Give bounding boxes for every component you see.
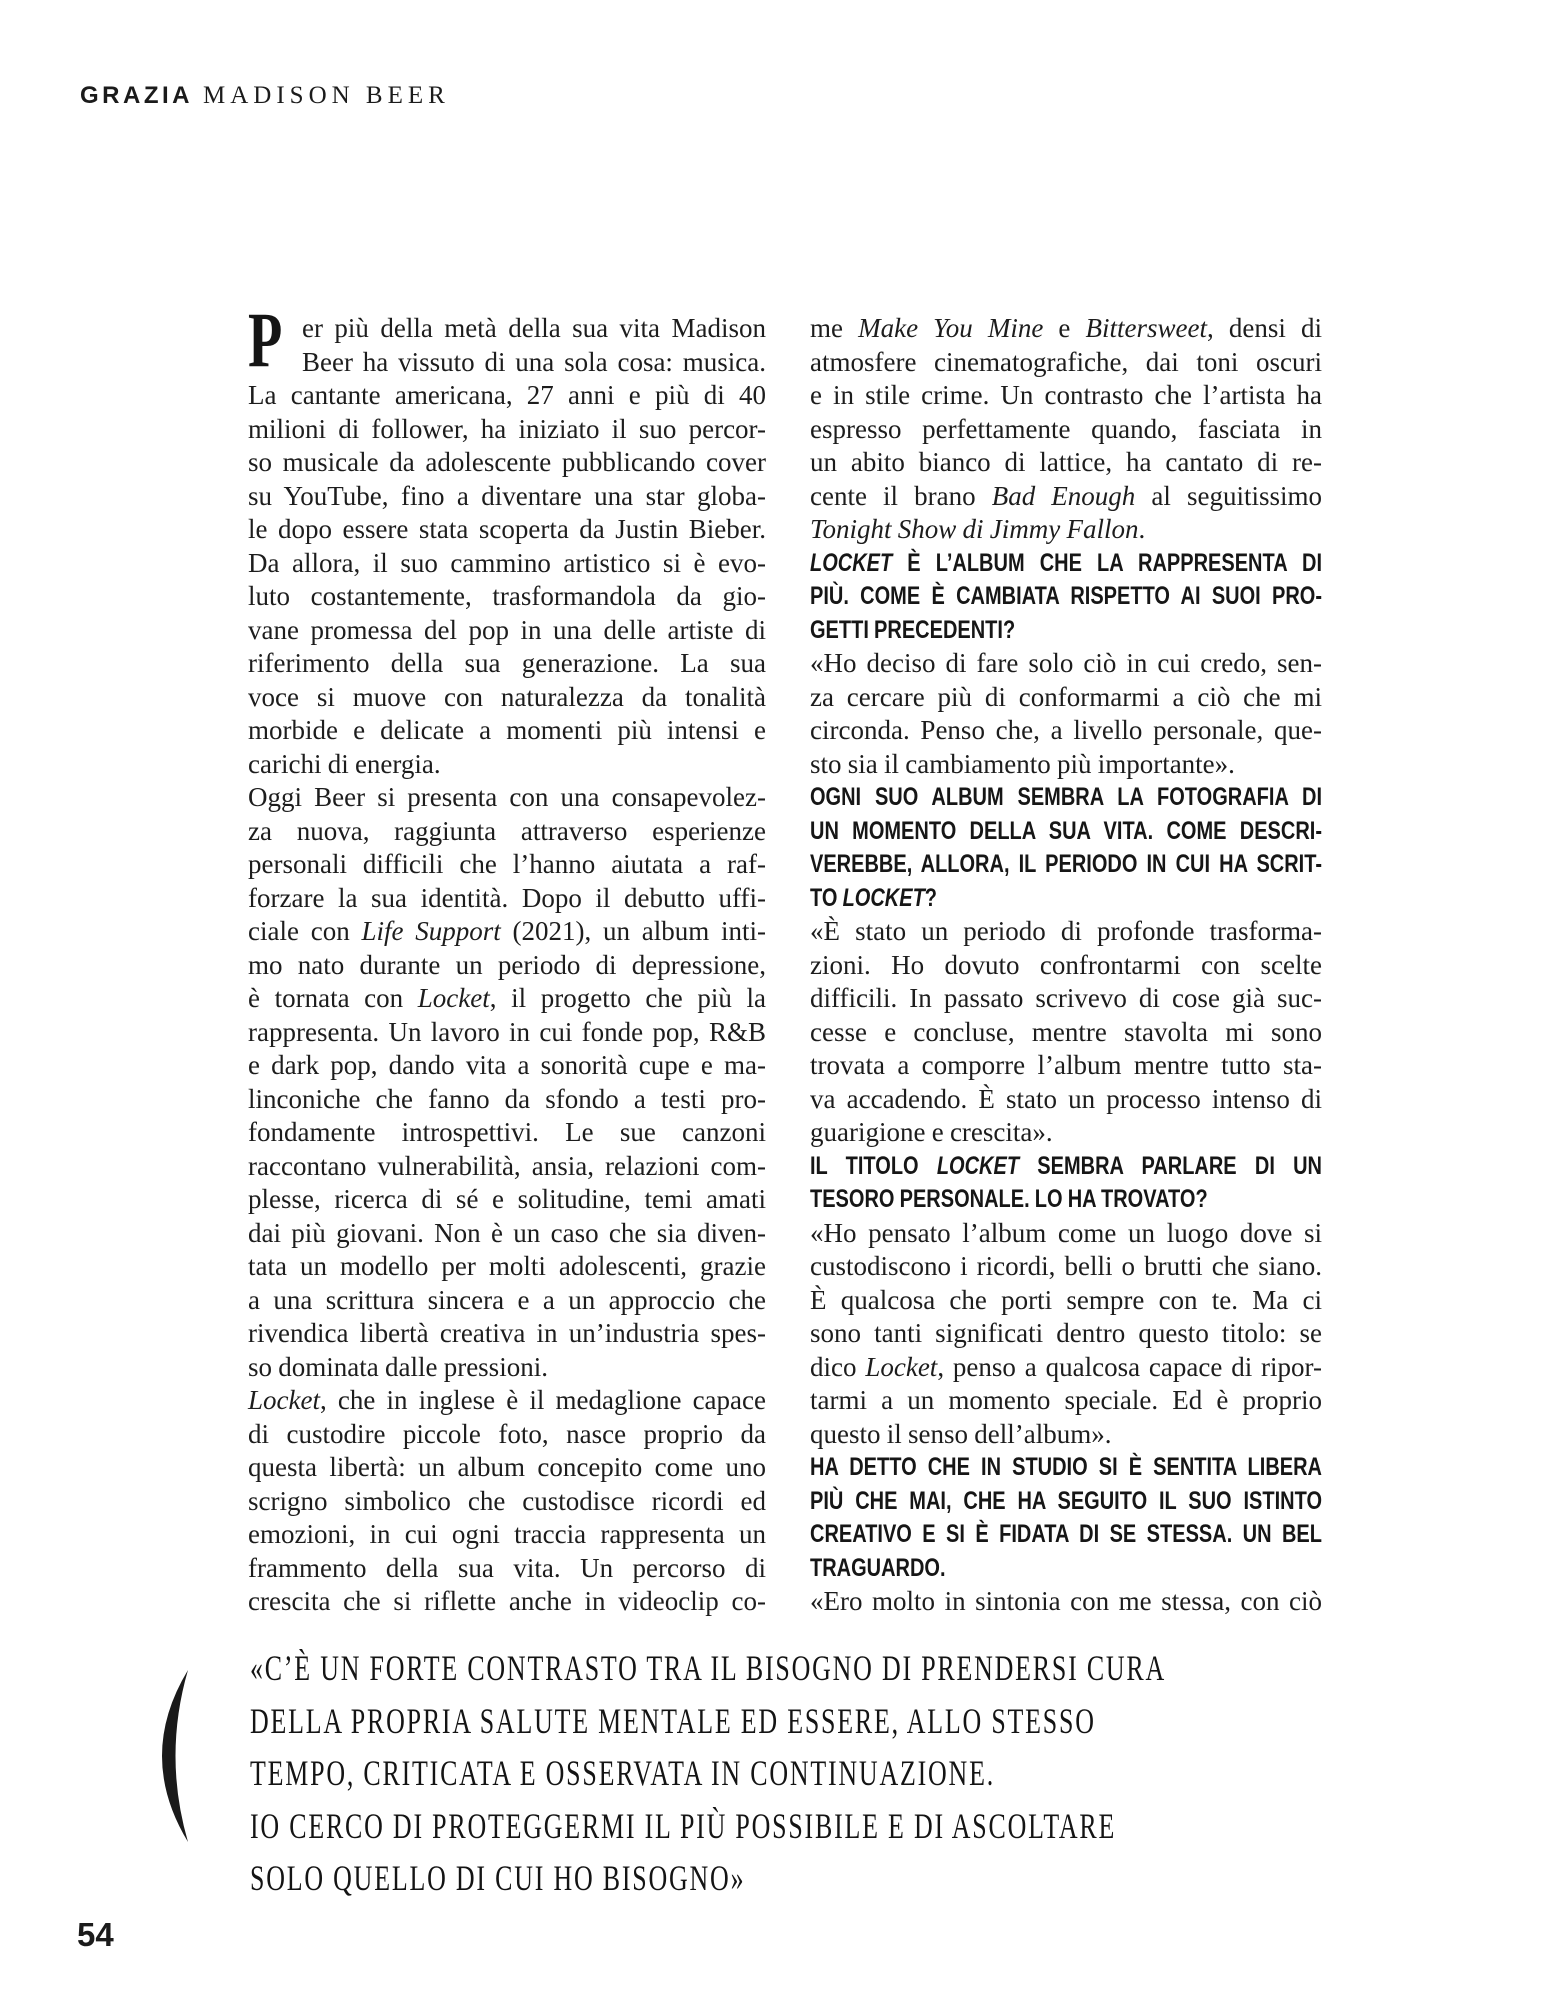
body-text-line: [248, 614, 766, 648]
italic-text-run: Locket: [248, 1385, 320, 1415]
text-run: custodiscono i ricordi, belli o brutti che siano.: [810, 1251, 1322, 1281]
body-text-line: [810, 1016, 1322, 1050]
text-run: riferimento della sua generazione. La sua: [248, 648, 766, 678]
body-text-line: [248, 748, 766, 782]
text-run: CREATIVO E SI È FIDATA DI SE STESSA. UN BEL: [810, 1520, 1322, 1548]
article-column-right: [810, 312, 1322, 1619]
body-text-line: [810, 446, 1322, 480]
text-run: «Ho deciso di fare solo ciò in cui credo, sen-: [810, 648, 1322, 678]
pull-quote-line: DELLA PROPRIA SALUTE MENTALE ED ESSERE, ALLO STESSO: [250, 1700, 1096, 1741]
text-run: HA DETTO CHE IN STUDIO SI È SENTITA LIBERA: [810, 1453, 1322, 1481]
italic-text-run: LOCKET: [936, 1151, 1020, 1180]
text-run: carichi di energia.: [248, 748, 441, 779]
body-text-line: [248, 1049, 766, 1083]
text-run: OGNI SUO ALBUM SEMBRA LA FOTOGRAFIA DI: [810, 783, 1322, 811]
interview-question-line: [810, 1485, 1322, 1519]
body-text-line: [810, 346, 1322, 380]
text-run: UN MOMENTO DELLA SUA VITA. COME DESCRI-: [810, 816, 1322, 845]
text-run: scrigno simbolico che custodisce ricordi ed: [248, 1485, 766, 1516]
body-text-line: [810, 312, 1322, 346]
body-text-line: [248, 681, 766, 715]
body-text-line: [248, 446, 766, 480]
body-text-line: [248, 312, 766, 346]
text-run: difficili. In passato scrivevo di cose già suc-: [810, 983, 1322, 1013]
text-run: va accadendo. È stato un processo intenso di: [810, 1083, 1322, 1114]
body-text-line: [810, 1083, 1322, 1117]
body-text-line: [248, 480, 766, 514]
text-run: «Ho pensato l’album come un luogo dove si: [810, 1217, 1322, 1248]
body-text-line: [810, 982, 1322, 1016]
body-text-line: [248, 1217, 766, 1251]
body-text-line: [248, 1284, 766, 1318]
text-run: TRAGUARDO.: [810, 1553, 946, 1582]
body-text-line: [248, 1116, 766, 1150]
text-run: personali difficili che l’hanno aiutata a raf-: [248, 849, 766, 879]
text-run: PIÙ. COME È CAMBIATA RISPETTO AI SUOI PRO-: [810, 582, 1322, 610]
text-run: espresso perfettamente quando, fasciata in: [810, 413, 1322, 444]
body-text-line: [248, 346, 766, 380]
text-run: (2021), un album inti-: [500, 916, 767, 946]
text-run: VEREBBE, ALLORA, IL PERIODO IN CUI HA SCRIT-: [810, 850, 1322, 878]
text-run: tarmi a un momento speciale. Ed è proprio: [810, 1385, 1322, 1415]
body-text-line: [810, 714, 1322, 748]
body-text-line: [248, 1418, 766, 1452]
text-run: questo il senso dell’album».: [810, 1418, 1112, 1449]
text-run: cesse e concluse, mentre stavolta mi sono: [810, 1016, 1322, 1047]
text-run: morbide e delicate a momenti più intensi e: [248, 715, 766, 745]
body-text-line: [248, 949, 766, 983]
text-run: .: [1138, 514, 1146, 544]
italic-text-run: Life Support: [361, 916, 501, 946]
text-run: È qualcosa che porti sempre con te. Ma ci: [810, 1284, 1322, 1315]
text-run: e dark pop, dando vita a sonorità cupe e ma-: [248, 1050, 766, 1080]
italic-text-run: Locket: [865, 1351, 938, 1382]
pull-quote-line: «C’È UN FORTE CONTRASTO TRA IL BISOGNO DI PRENDERSI CURA: [250, 1648, 1167, 1688]
interview-question-line: [810, 781, 1322, 815]
body-text-line: [248, 1351, 766, 1385]
text-run: plesse, ricerca di sé e solitudine, temi amati: [248, 1184, 766, 1214]
page-number: 54: [77, 1916, 114, 1953]
text-run: luto costantemente, trasformandola da gio-: [248, 581, 766, 611]
text-run: guarigione e crescita».: [810, 1117, 1053, 1147]
interview-question-line: [810, 614, 1322, 648]
text-run: ciale con: [248, 916, 362, 946]
body-text-line: [810, 681, 1322, 715]
text-run: è tornata con: [248, 983, 418, 1013]
italic-text-run: Bad Enough: [991, 480, 1136, 511]
text-run: , che in inglese è il medaglione capace: [319, 1385, 766, 1415]
body-text-line: [810, 1116, 1322, 1150]
italic-text-run: Bittersweet: [1085, 313, 1208, 343]
interview-question-line: [810, 1150, 1322, 1184]
text-run: IL TITOLO: [810, 1151, 937, 1180]
interview-question-line: [810, 1183, 1322, 1217]
body-text-line: [810, 413, 1322, 447]
text-run: za nuova, raggiunta attraverso esperienze: [248, 815, 766, 846]
text-run: linconiche che fanno da sfondo a testi pro-: [248, 1083, 766, 1114]
text-run: mo nato durante un periodo di depressione,: [248, 949, 766, 980]
text-run: atmosfere cinematografiche, dai toni oscuri: [810, 346, 1322, 377]
pull-quote-line: SOLO QUELLO DI CUI HO BISOGNO»: [250, 1858, 746, 1898]
text-run: sto sia il cambiamento più importante».: [810, 748, 1235, 779]
text-run: ?: [924, 883, 938, 912]
magazine-title: GRAZIA: [80, 82, 193, 109]
text-run: Oggi Beer si presenta con una consapevolez-: [248, 782, 766, 812]
text-run: TO: [810, 883, 843, 912]
text-run: rappresenta. Un lavoro in cui fonde pop, R&B: [248, 1016, 766, 1047]
text-run: so musicale da adolescente pubblicando cover: [248, 447, 766, 477]
article-column-left: [248, 312, 766, 1619]
body-text-line: [248, 1183, 766, 1217]
text-run: dico: [810, 1351, 866, 1382]
text-run: al seguitissimo: [1135, 480, 1322, 511]
text-run: dai più giovani. Non è un caso che sia diven-: [248, 1217, 766, 1248]
body-text-line: [810, 1585, 1322, 1619]
text-run: crescita che si riflette anche in videoclip co-: [248, 1586, 766, 1616]
text-run: «È stato un periodo di profonde trasforma-: [810, 916, 1322, 946]
body-text-line: [248, 547, 766, 581]
text-run: PIÙ CHE MAI, CHE HA SEGUITO IL SUO ISTINTO: [810, 1486, 1322, 1515]
text-run: circonda. Penso che, a livello personale, que-: [810, 715, 1322, 745]
interview-question-line: [810, 1451, 1322, 1485]
text-run: frammento della sua vita. Un percorso di: [248, 1552, 766, 1583]
text-run: me: [810, 313, 859, 343]
body-text-line: [810, 647, 1322, 681]
body-text-line: [248, 1585, 766, 1619]
body-text-line: [248, 848, 766, 882]
drop-cap: P: [248, 296, 283, 383]
body-text-line: [248, 513, 766, 547]
body-text-line: [248, 1016, 766, 1050]
text-run: emozioni, in cui ogni traccia rappresenta un: [248, 1519, 766, 1549]
text-run: er più della metà della sua vita Madison: [302, 313, 766, 343]
pull-quote: [250, 1642, 1522, 1905]
body-text-line: [248, 1150, 766, 1184]
text-run: SEMBRA PARLARE DI UN: [1019, 1151, 1322, 1180]
body-text-line: [248, 1552, 766, 1586]
body-text-line: [810, 1284, 1322, 1318]
body-text-line: [248, 781, 766, 815]
body-text-line: [248, 647, 766, 681]
body-text-line: [810, 480, 1322, 514]
body-text-line: [248, 815, 766, 849]
body-text-line: [810, 1250, 1322, 1284]
italic-text-run: Locket: [417, 983, 490, 1013]
italic-text-run: Make You Mine: [858, 313, 1044, 343]
text-run: TESORO PERSONALE. LO HA TROVATO?: [810, 1185, 1208, 1213]
text-run: , il progetto che più la: [489, 983, 766, 1013]
body-text-line: [248, 1518, 766, 1552]
text-run: milioni di follower, ha iniziato il suo percor-: [248, 413, 766, 444]
body-text-line: [248, 1485, 766, 1519]
interview-question-line: [810, 1518, 1322, 1552]
italic-text-run: Tonight Show di Jimmy Fallon: [810, 514, 1139, 544]
page-header: [80, 82, 450, 110]
body-text-line: [248, 1083, 766, 1117]
body-text-line: [810, 513, 1322, 547]
body-text-line: [810, 1049, 1322, 1083]
body-text-line: [248, 982, 766, 1016]
text-run: le dopo essere stata scoperta da Justin Bieber.: [248, 514, 766, 544]
interview-question-line: [810, 848, 1322, 882]
italic-text-run: LOCKET: [810, 548, 893, 577]
text-run: tata un modello per molti adolescenti, grazie: [248, 1251, 766, 1281]
text-run: so dominata dalle pressioni.: [248, 1351, 548, 1382]
pull-quote-line: IO CERCO DI PROTEGGERMI IL PIÙ POSSIBILE E DI ASCOLTARE: [250, 1805, 1117, 1846]
italic-text-run: LOCKET: [842, 883, 925, 912]
text-run: rivendica libertà creativa in un’industria spes-: [248, 1318, 766, 1348]
body-text-line: [810, 379, 1322, 413]
text-run: voce si muove con naturalezza da tonalità: [248, 681, 766, 712]
text-run: vane promessa del pop in una delle artiste di: [248, 614, 766, 645]
text-run: raccontano vulnerabilità, ansia, relazioni com-: [248, 1150, 766, 1181]
text-run: di custodire piccole foto, nasce proprio da: [248, 1418, 766, 1449]
text-run: e: [1043, 313, 1086, 343]
body-text-line: [248, 714, 766, 748]
body-text-line: [248, 915, 766, 949]
body-text-line: [248, 1384, 766, 1418]
body-text-line: [248, 1317, 766, 1351]
interview-question-line: [810, 580, 1322, 614]
text-run: sono tanti significati dentro questo titolo: se: [810, 1318, 1322, 1348]
interview-question-line: [810, 882, 1322, 916]
text-run: cente il brano: [810, 480, 992, 511]
text-run: È L’ALBUM CHE LA RAPPRESENTA DI: [892, 548, 1322, 577]
text-run: forzare la sua identità. Dopo il debutto uffi-: [248, 882, 766, 913]
body-text-line: [810, 915, 1322, 949]
text-run: Beer ha vissuto di una sola cosa: musica.: [302, 346, 766, 377]
body-text-line: [248, 1250, 766, 1284]
interview-question-line: [810, 1552, 1322, 1586]
text-run: fondamente introspettivi. Le sue canzoni: [248, 1117, 766, 1147]
body-text-line: [810, 1351, 1322, 1385]
body-text-line: [248, 882, 766, 916]
text-run: , densi di: [1207, 313, 1322, 343]
body-text-line: [810, 1384, 1322, 1418]
text-run: , penso a qualcosa capace di ripor-: [937, 1351, 1322, 1382]
body-text-line: [248, 379, 766, 413]
text-run: La cantante americana, 27 anni e più di 40: [248, 380, 766, 410]
text-run: Da allora, il suo cammino artistico si è evo-: [248, 547, 766, 578]
body-text-line: [810, 748, 1322, 782]
text-run: trovata a comporre l’album mentre tutto sta-: [810, 1050, 1322, 1080]
pull-quote-line: TEMPO, CRITICATA E OSSERVATA IN CONTINUAZIONE.: [250, 1753, 995, 1793]
interview-question-line: [810, 815, 1322, 849]
section-title: MADISON BEER: [203, 82, 450, 109]
body-text-line: [810, 949, 1322, 983]
text-run: e in stile crime. Un contrasto che l’artista ha: [810, 380, 1322, 410]
text-run: questa libertà: un album concepito come uno: [248, 1452, 766, 1482]
body-text-line: [810, 1418, 1322, 1452]
body-text-line: [810, 1317, 1322, 1351]
text-run: su YouTube, fino a diventare una star globa-: [248, 480, 766, 511]
text-run: GETTI PRECEDENTI?: [810, 615, 1016, 644]
body-text-line: [810, 1217, 1322, 1251]
text-run: «Ero molto in sintonia con me stessa, con ciò: [810, 1586, 1322, 1616]
body-text-line: [248, 580, 766, 614]
text-run: za cercare più di conformarmi a ciò che mi: [810, 681, 1322, 712]
body-text-line: [248, 1451, 766, 1485]
pull-quote-parenthesis-icon: [150, 1670, 190, 1842]
text-run: un abito bianco di lattice, ha cantato di re-: [810, 447, 1322, 477]
interview-question-line: [810, 547, 1322, 581]
body-text-line: [248, 413, 766, 447]
text-run: zioni. Ho dovuto confrontarmi con scelte: [810, 949, 1322, 980]
text-run: a una scrittura sincera e a un approccio che: [248, 1284, 766, 1315]
